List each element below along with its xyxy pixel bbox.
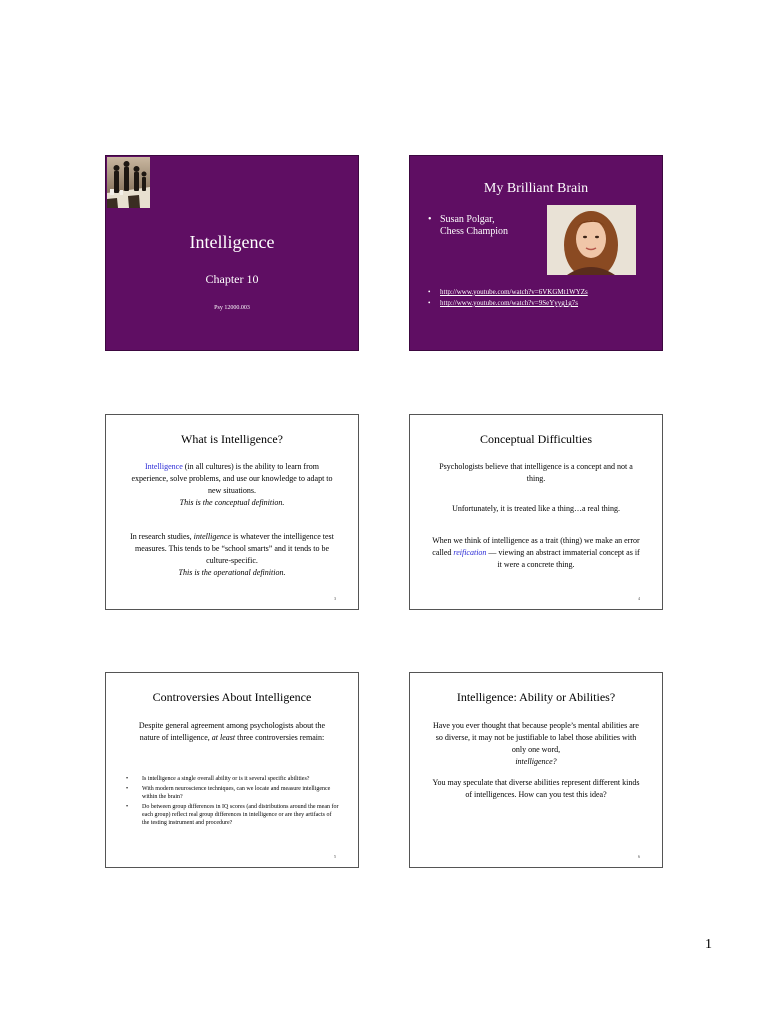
paragraph-intro (128, 720, 336, 744)
slide-what-is-intelligence (105, 414, 359, 610)
bullet-icon: • (428, 299, 431, 307)
paragraph-text: Have you ever thought that because people’s mental abilities are so diverse, it may not be justifiable to label those abilities with only one word, (433, 721, 639, 754)
course-number: Psy 12000.003 (214, 305, 250, 311)
slide-subtitle: Chapter 10 (205, 272, 259, 286)
slide-ability-or-abilities (409, 672, 663, 868)
paragraph-text: In research studies, (130, 532, 194, 541)
slide-heading: Controversies About Intelligence (152, 690, 312, 704)
highlight-term: reification (453, 548, 487, 557)
definition-note: This is the operational definition. (178, 568, 286, 577)
paragraph-operational (128, 531, 336, 579)
paragraph-text: — viewing an abstract immaterial concept as if it were a concrete thing. (486, 548, 640, 569)
paragraph-question (432, 720, 640, 768)
slide-intelligence-title (105, 155, 359, 351)
bullet-icon: • (428, 214, 432, 225)
controversy-list (124, 775, 340, 829)
paragraph-text: Unfortunately, it is treated like a thing…a real thing. (452, 504, 620, 513)
slide-number: 5 (334, 854, 336, 859)
paragraph-reification (432, 535, 640, 571)
slide-conceptual-difficulties (409, 414, 663, 610)
paragraph-text: Despite general agreement among psychologists about the nature of intelligence, (138, 721, 326, 742)
youtube-link-2[interactable]: http://www.youtube.com/watch?v=9SeYyyg1g7s (440, 299, 579, 307)
paragraph-text: When we think of intelligence as a trait (thing) we make an error called (432, 536, 640, 557)
portrait-photo (547, 205, 636, 275)
slide-title: My Brilliant Brain (483, 181, 589, 196)
definition-note: This is the conceptual definition. (179, 498, 285, 507)
bullet-icon: • (126, 776, 129, 782)
emphasis-term: intelligence? (515, 757, 557, 766)
slide-heading: Conceptual Difficulties (479, 432, 593, 446)
slide-my-brilliant-brain (409, 155, 663, 351)
paragraph-text: (in all cultures) is the ability to learn from experience, solve problems, and use our knowledge to adapt to new situations. (131, 462, 333, 495)
page-number: 1 (705, 937, 712, 952)
list-item (124, 803, 340, 827)
slide-controversies (105, 672, 359, 868)
paragraph-text: three controversies remain: (235, 733, 325, 742)
paragraph-conceptual (128, 461, 336, 509)
bullet-icon: • (428, 288, 431, 296)
slide-number: 3 (334, 596, 336, 601)
list-item (124, 785, 340, 801)
slide-number: 6 (638, 854, 640, 859)
slide-heading: Intelligence: Ability or Abilities? (456, 690, 616, 704)
emphasis-term: at least (211, 733, 236, 742)
list-item-text: With modern neuroscience techniques, can we locate and measure intelligence within the brain? (142, 786, 331, 800)
slide-heading: What is Intelligence? (181, 432, 283, 446)
paragraph-text: Psychologists believe that intelligence is a concept and not a thing. (439, 462, 633, 483)
chess-pieces-icon (107, 157, 150, 208)
list-item-text: Is intelligence a single overall ability or is it several specific abilities? (142, 776, 310, 782)
slide-title: Intelligence (189, 232, 275, 252)
slide-number: 4 (638, 596, 640, 601)
paragraph-text: is whatever the intelligence test measures. This tends to be “school smarts” and it tends to be culture-specific. (134, 532, 334, 565)
emphasis-term: intelligence (193, 532, 231, 541)
highlight-term: Intelligence (145, 462, 183, 471)
video-links (428, 287, 588, 309)
bullet-icon: • (126, 804, 129, 810)
list-item (124, 775, 340, 783)
bullet-line: Chess Champion (440, 226, 509, 237)
bullet-icon: • (126, 786, 129, 792)
bullet-line: Susan Polgar, (440, 214, 495, 225)
link-item (428, 298, 588, 309)
paragraph-text: You may speculate that diverse abilities represent different kinds of intelligences. How can you test this idea? (432, 778, 640, 799)
youtube-link-1[interactable]: http://www.youtube.com/watch?v=6VKGMt1WYZs (440, 288, 588, 296)
link-item (428, 287, 588, 298)
list-item-text: Do between group differences in IQ scores (and distributions around the mean for each group) reflect real group differences in intelligence or are they artifacts of the testing instrument and procedure? (142, 804, 339, 826)
